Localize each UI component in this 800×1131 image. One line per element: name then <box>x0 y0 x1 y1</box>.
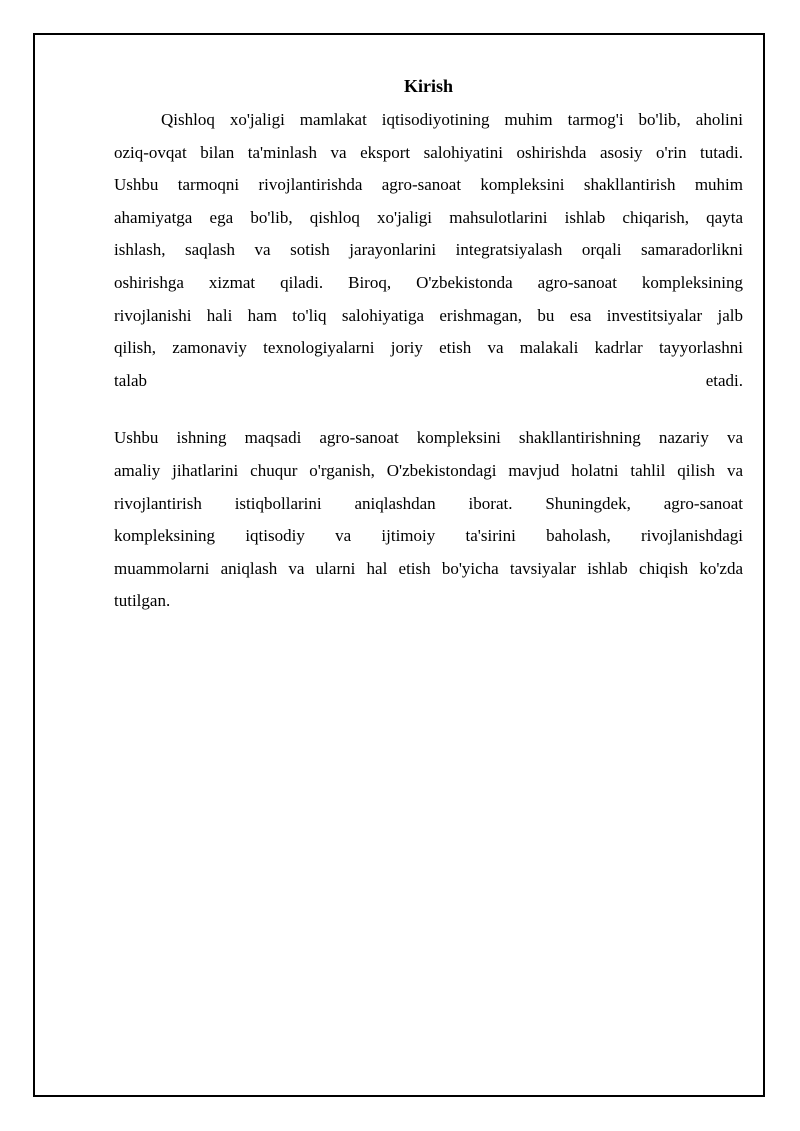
paragraph-line: muammolarni aniqlash va ularni hal etish bo'yicha tavsiyalar ishlab chiqish ko'zda <box>114 558 743 578</box>
paragraph-line: Ushbu tarmoqni rivojlantirishda agro-sanoat kompleksini shakllantirish muhim <box>114 175 743 195</box>
paragraph-line: oziq-ovqat bilan ta'minlash va eksport salohiyatini oshirishda asosiy o'rin tutadi. <box>114 142 743 162</box>
document-title: Kirish <box>403 76 453 96</box>
paragraph-line: rivojlantirish istiqbollarini aniqlashdan iborat. Shuningdek, agro-sanoat <box>114 493 743 513</box>
paragraph-line: rivojlanishi hali ham to'liq salohiyatiga erishmagan, bu esa investitsiyalar jalb <box>114 305 743 325</box>
paragraph-line: ishlash, saqlash va sotish jarayonlarini integratsiyalash orqali samaradorlikni <box>114 240 743 260</box>
paragraph-line: kompleksining iqtisodiy va ijtimoiy ta'sirini baholash, rivojlanishdagi <box>114 526 743 546</box>
paragraph-line: Qishloq xo'jaligi mamlakat iqtisodiyotining muhim tarmog'i bo'lib, aholini <box>161 110 743 129</box>
paragraph-line: qilish, zamonaviy texnologiyalarni joriy etish va malakali kadrlar tayyorlashni <box>114 338 743 358</box>
document-body <box>114 74 743 618</box>
paragraph-line: Ushbu ishning maqsadi agro-sanoat kompleksini shakllantirishning nazariy va <box>114 428 743 448</box>
paragraph-intro <box>114 104 743 397</box>
paragraph-aim <box>114 422 743 618</box>
paragraph-gap <box>114 397 743 422</box>
paragraph-line: oshirishga xizmat qiladi. Biroq, O'zbekistonda agro-sanoat kompleksining <box>114 272 743 292</box>
paragraph-line: ahamiyatga ega bo'lib, qishloq xo'jaligi mahsulotlarini ishlab chiqarish, qayta <box>114 207 743 227</box>
paragraph-line: tutilgan. <box>114 591 171 611</box>
paragraph-line: talab etadi. <box>114 370 743 390</box>
paragraph-line: amaliy jihatlarini chuqur o'rganish, O'zbekistondagi mavjud holatni tahlil qilish va <box>114 460 743 480</box>
